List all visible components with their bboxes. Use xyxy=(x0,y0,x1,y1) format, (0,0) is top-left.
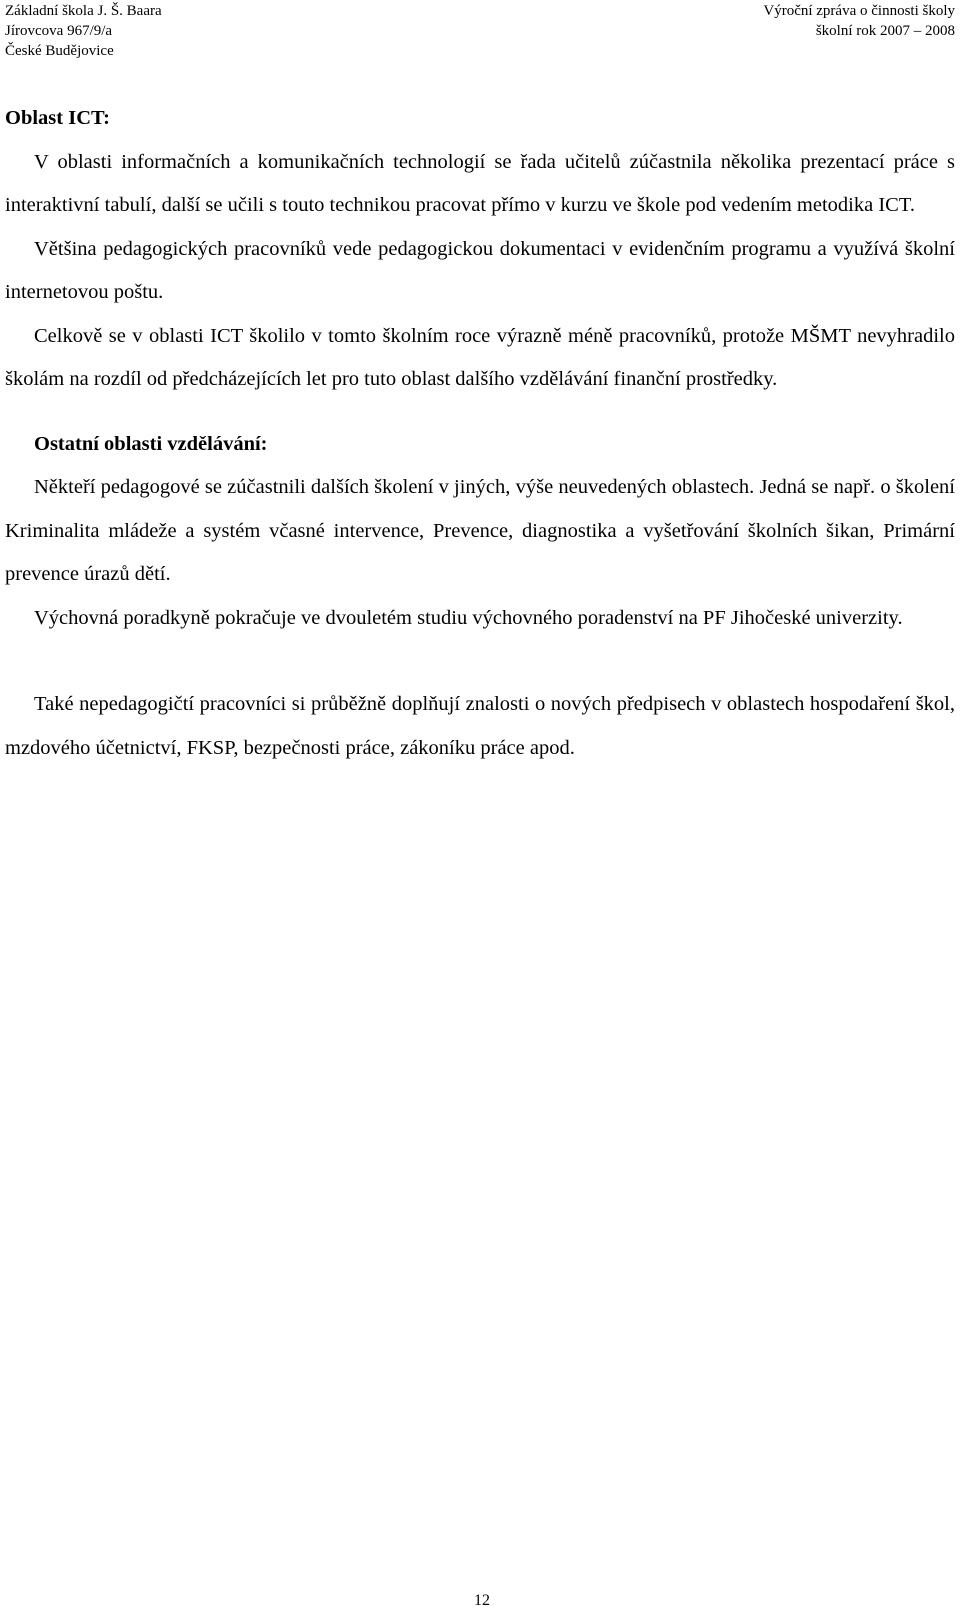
page-number: 12 xyxy=(474,1592,490,1609)
other-section-title: Ostatní oblasti vzdělávání: xyxy=(34,432,268,455)
other-paragraph-3: Také nepedagogičtí pracovníci si průběžně doplňují znalosti o nových předpisech v oblastech hospodaření škol, mzdového účetnictví, FKSP, bezpečnosti práce, zákoníku práce apod. xyxy=(5,693,955,759)
page-footer xyxy=(0,1591,960,1611)
other-paragraph-1: Někteří pedagogové se zúčastnili dalších školení v jiných, výše neuvedených oblastech. Jedná se např. o školení Kriminalita mládeže a systém včasné intervence, Prevence, diagnostika a vyšetřování školních šikan, Primární prevence úrazů dětí. xyxy=(5,476,955,585)
header-report-info xyxy=(763,1,955,41)
school-street: Jírovcova 967/9/a xyxy=(5,23,113,39)
school-city: České Budějovice xyxy=(5,43,114,59)
school-year: školní rok 2007 – 2008 xyxy=(815,23,955,39)
ict-paragraph-2: Většina pedagogických pracovníků vede pedagogickou dokumentaci v evidenčním programu a využívá školní internetovou poštu. xyxy=(5,237,955,303)
document-body xyxy=(5,97,955,770)
report-title: Výroční zpráva o činnosti školy xyxy=(763,3,955,19)
other-paragraph-2: Výchovná poradkyně pokračuje ve dvouletém studiu výchovného poradenství na PF Jihočeské univerzity. xyxy=(34,606,903,629)
ict-paragraph-1: V oblasti informačních a komunikačních technologií se řada učitelů zúčastnila několika prezentací práce s interaktivní tabulí, další se učili s touto technikou pracovat přímo v kurzu ve škole pod vedením metodika ICT. xyxy=(5,150,955,216)
ict-section-title: Oblast ICT: xyxy=(5,107,110,129)
school-name: Základní škola J. Š. Baara xyxy=(5,3,162,19)
header-school-info xyxy=(5,1,162,61)
ict-paragraph-3: Celkově se v oblasti ICT školilo v tomto školním roce výrazně méně pracovníků, protože MŠMT nevyhradilo školám na rozdíl od předcházejících let pro tuto oblast dalšího vzdělávání finanční prostředky. xyxy=(5,324,955,390)
